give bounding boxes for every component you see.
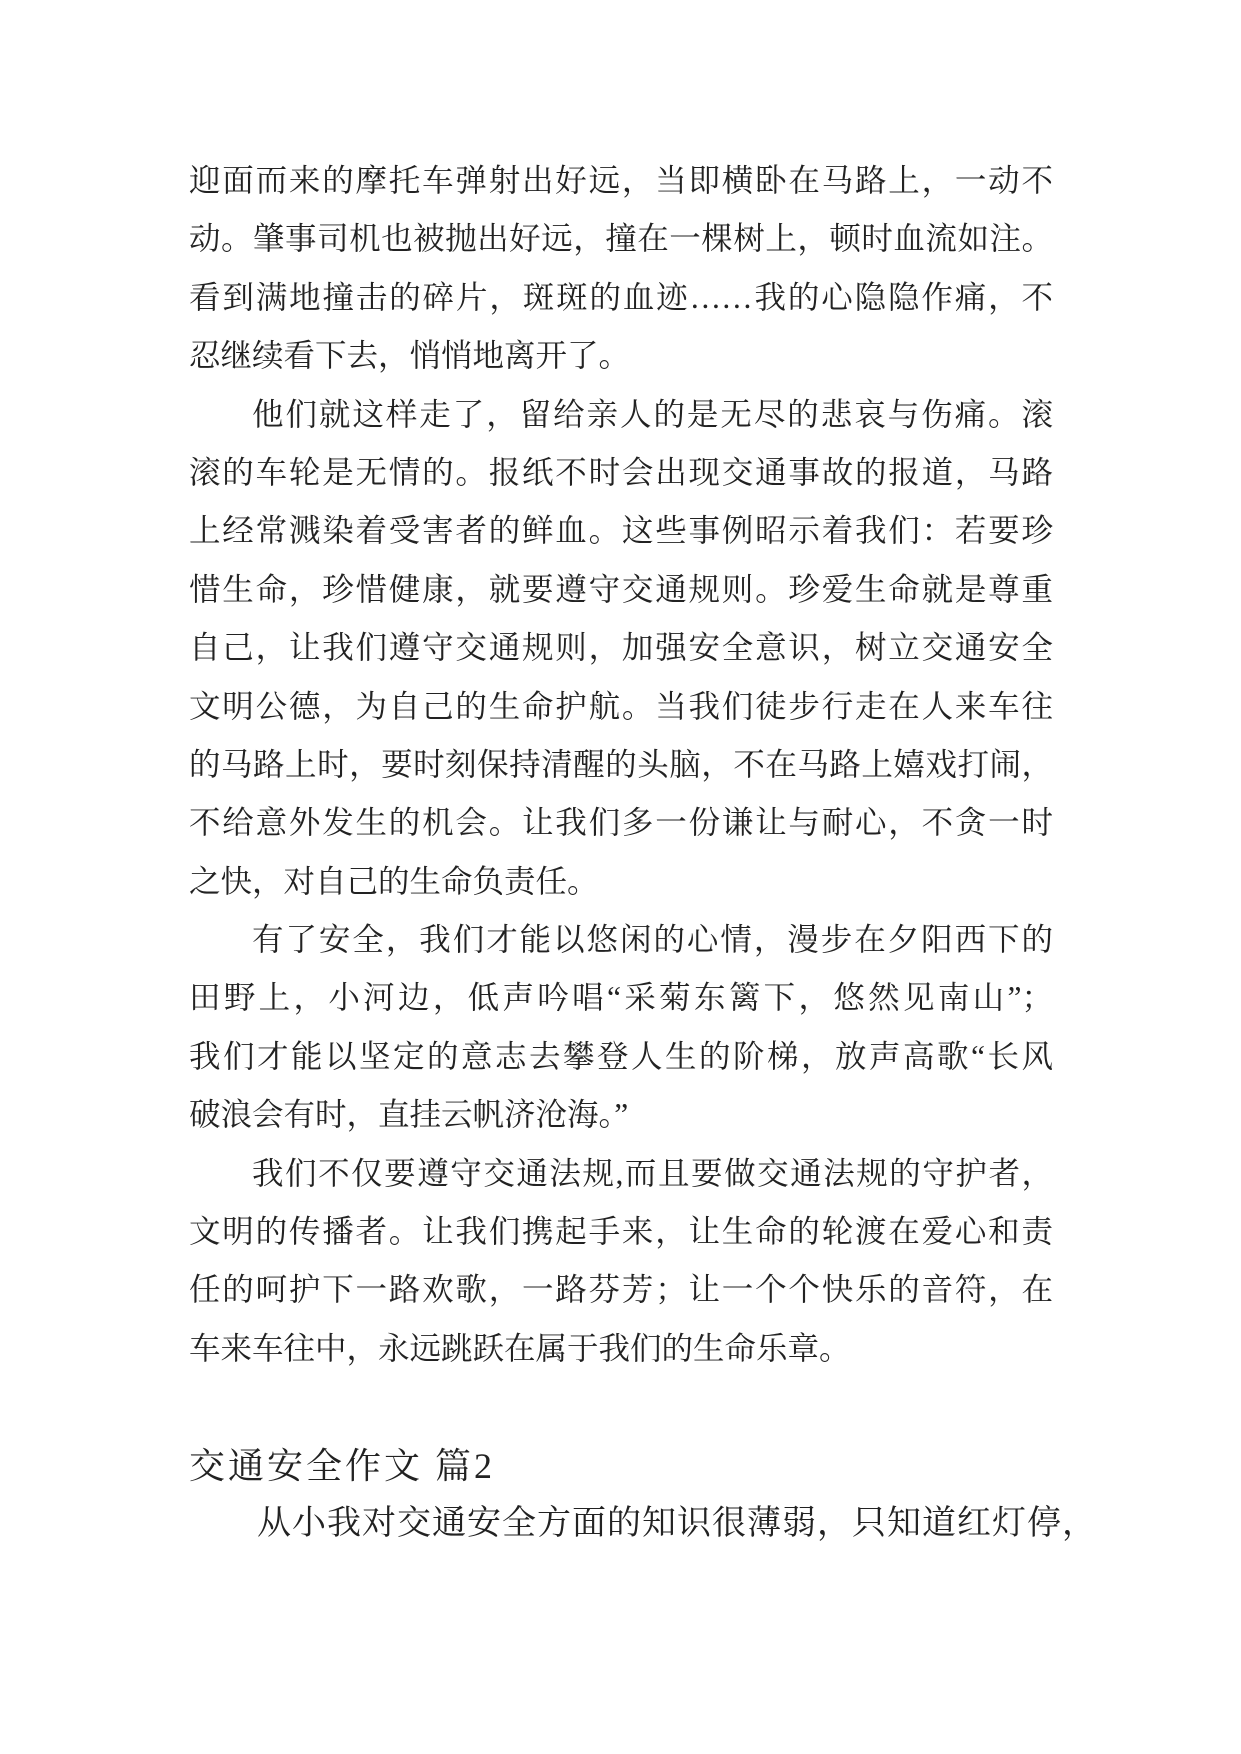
text-line: 看到满地撞击的碎片，斑斑的血迹……我的心隐隐作痛，不 (189, 279, 1053, 315)
text-line: 任的呵护下一路欢歌，一路芬芳；让一个个快乐的音符，在 (189, 1272, 1053, 1308)
essay-paragraph-5 (189, 1495, 1097, 1553)
section-heading (189, 1437, 1053, 1495)
text-line: 上经常溅染着受害者的鲜血。这些事例昭示着我们：若要珍 (189, 513, 1053, 549)
text-line: 破浪会有时，直挂云帆济沧海。” (189, 1097, 629, 1133)
essay-paragraph-4 (189, 1145, 1053, 1379)
text-line: 滚的车轮是无情的。报纸不时会出现交通事故的报道，马路 (189, 454, 1053, 490)
text-line: 我们才能以坚定的意志去攀登人生的阶梯，放声高歌“长风 (189, 1038, 1053, 1074)
essay-paragraph-1 (189, 152, 1053, 386)
text-line: 文明公德，为自己的生命护航。当我们徒步行走在人来车往 (189, 688, 1053, 724)
text-line: 田野上，小河边，低声吟唱“采菊东篱下，悠然见南山”； (189, 980, 1053, 1016)
text-line: 他们就这样走了，留给亲人的是无尽的悲哀与伤痛。滚 (252, 396, 1053, 432)
text-line: 车来车往中，永远跳跃在属于我们的生命乐章。 (189, 1330, 851, 1366)
text-line: 忍继续看下去，悄悄地离开了。 (189, 338, 631, 374)
essay-text (189, 152, 1097, 1553)
text-line: 之快，对自己的生命负责任。 (189, 863, 599, 899)
essay-paragraph-2 (189, 386, 1053, 912)
text-line: 我们不仅要遵守交通法规,而且要做交通法规的守护者， (252, 1155, 1053, 1191)
text-line: 的马路上时，要时刻保持清醒的头脑，不在马路上嬉戏打闹， (189, 746, 1053, 782)
text-line: 迎面而来的摩托车弹射出好远，当即横卧在马路上，一动不 (189, 163, 1053, 198)
text-line: 不给意外发生的机会。让我们多一份谦让与耐心，不贪一时 (189, 805, 1053, 841)
text-line: 动。肇事司机也被抛出好远，撞在一棵树上，顿时血流如注。 (189, 221, 1053, 257)
text-line: 文明的传播者。让我们携起手来，让生命的轮渡在爱心和责 (189, 1214, 1053, 1250)
text-line: 惜生命，珍惜健康，就要遵守交通规则。珍爱生命就是尊重 (189, 571, 1053, 607)
text-line: 从小我对交通安全方面的知识很薄弱，只知道红灯停， (257, 1504, 1097, 1542)
text-line: 有了安全，我们才能以悠闲的心情，漫步在夕阳西下的 (252, 922, 1053, 958)
text-line: 自己，让我们遵守交通规则，加强安全意识，树立交通安全 (189, 630, 1053, 666)
essay-paragraph-3 (189, 911, 1053, 1145)
text-line: 交通安全作文 篇2 (189, 1445, 496, 1486)
